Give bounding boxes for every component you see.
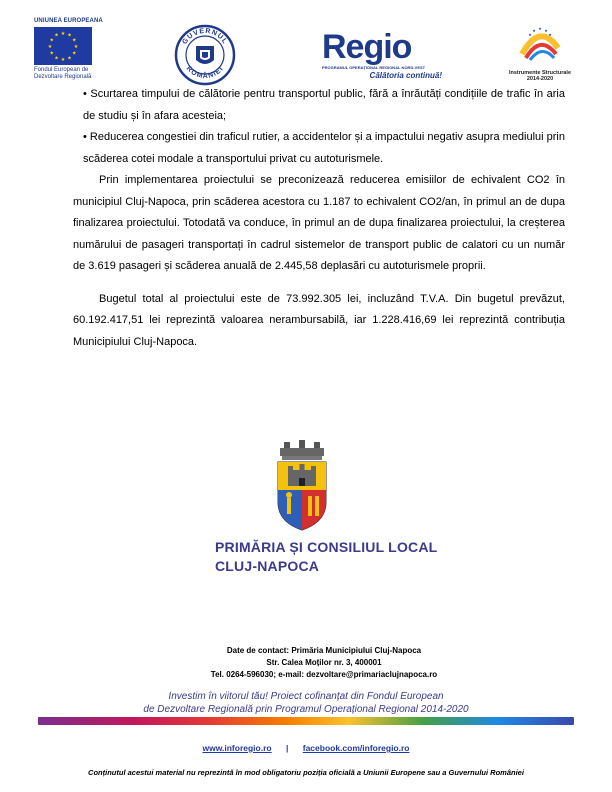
structural-instruments-label: Instrumente Structurale (508, 70, 572, 76)
structural-instruments-years: 2014-2020 (526, 76, 554, 82)
cluj-napoca-coat-of-arms-icon (272, 440, 332, 532)
svg-text:★: ★ (67, 32, 72, 39)
contact-heading: Date de contact: Primăria Municipiului Cluj-Napoca (226, 646, 422, 655)
local-admin-title: PRIMĂRIA ȘI CONSILIUL LOCAL (215, 539, 438, 555)
eu-logo-label-top: UNIUNEA EUROPEANA (34, 18, 103, 24)
svg-text:★: ★ (544, 28, 548, 33)
government-logo (174, 24, 236, 86)
local-admin-city: CLUJ-NAPOCA (215, 558, 320, 574)
contact-phone-email: Tel. 0264-596030; e-mail: dezvoltare@primariaclujnapoca.ro (210, 670, 438, 679)
svg-text:★: ★ (72, 37, 77, 44)
document-body (73, 84, 565, 353)
svg-text:★: ★ (47, 44, 53, 50)
cofinancing-line2: de Dezvoltare Regională prin Programul Operațional Regional 2014-2020 (143, 704, 469, 715)
cofinancing-line1: Investim în viitorul tău! Proiect cofinanțat din Fondul European (168, 691, 444, 702)
link-separator: | (285, 743, 289, 753)
svg-text:ROMÂNIEI: ROMÂNIEI (184, 65, 226, 81)
structural-instruments-logo (505, 24, 575, 82)
svg-text:★: ★ (72, 50, 77, 57)
svg-text:★: ★ (548, 32, 552, 37)
paragraph-spacer (73, 278, 565, 289)
facebook-link[interactable]: facebook.com/inforegio.ro (302, 743, 410, 753)
paragraph-budget: Bugetul total al proiectului este de 73.992.305 lei, incluzând T.V.A. Din bugetul prevăzut, 60.192.417,51 lei reprezintă valoarea nerambursabilă, iar 1.228.416,69 lei reprezintă contribuția Municipiului Cluj-Napoca. (73, 292, 565, 348)
eu-logo-label-bottom-line2: Dezvoltare Regională (34, 74, 92, 80)
eu-disclaimer: Conținutul acestui material nu reprezintă în mod obligatoriu poziția oficială a Uniunii Europene sau a Guvernului României (88, 768, 524, 777)
government-seal-icon (174, 24, 236, 86)
eu-stars-icon (34, 27, 92, 65)
svg-text:★: ★ (49, 37, 54, 44)
svg-text:★: ★ (532, 28, 536, 33)
regio-wordmark (322, 30, 442, 64)
svg-text:★: ★ (538, 26, 542, 31)
svg-text:GUVERNUL: GUVERNUL (181, 27, 229, 46)
svg-text:★: ★ (67, 55, 72, 62)
structural-instruments-icon (516, 24, 564, 64)
footer-links (0, 743, 612, 753)
eu-logo-label-bottom-line1: Fondul European de (34, 67, 89, 73)
contact-address: Str. Calea Moților nr. 3, 400001 (266, 658, 382, 667)
contact-block (0, 645, 612, 681)
regio-slogan: Călătoria continuă! (369, 71, 442, 80)
svg-text:★: ★ (60, 31, 66, 37)
footer-color-bar (38, 717, 574, 725)
eu-logo (34, 18, 104, 81)
svg-text:★: ★ (49, 50, 54, 57)
paragraph-emissions: Prin implementarea proiectului se preconizează reducerea emisiilor de echivalent CO2 în municipiul Cluj-Napoca, prin scăderea acestora cu 1.187 to echivalent CO2/an, în primul an de dupa finalizarea proiectului. Totodată va conduce, în primul an de dupa finalizarea proiectului, la creșterea numărului de pasageri transportați în cadrul sistemelor de transport public de calatori cu un număr de 3.619 pasageri și scăderea anuală de 2.445,58 deplasări cu autoturismele proprii. (73, 174, 565, 272)
regio-logo (322, 30, 442, 80)
inforegio-site-link[interactable]: www.inforegio.ro (202, 743, 272, 753)
bullet-item: • Scurtarea timpului de călătorie pentru transportul public, fără a înrăutăți condițiile de trafic în aria de studiu și în afara acesteia; (83, 88, 565, 122)
eu-logo-label-bottom (34, 67, 104, 81)
svg-text:★: ★ (60, 57, 66, 63)
svg-text:★: ★ (54, 55, 59, 62)
eu-flag-icon (34, 27, 92, 65)
svg-text:★: ★ (73, 44, 79, 50)
cofinancing-statement (0, 690, 612, 716)
svg-text:★: ★ (54, 32, 59, 39)
regio-subtitle: PROGRAMUL OPERAȚIONAL REGIONAL NORD-VEST (322, 65, 426, 70)
regio-word: Regio (322, 28, 412, 66)
svg-text:★: ★ (528, 32, 532, 37)
bullet-item: • Reducerea congestiei din traficul rutier, a accidentelor și a impactului negativ asupra mediului prin scăderea cotei modale a transportului privat cu autoturismele. (83, 131, 565, 165)
